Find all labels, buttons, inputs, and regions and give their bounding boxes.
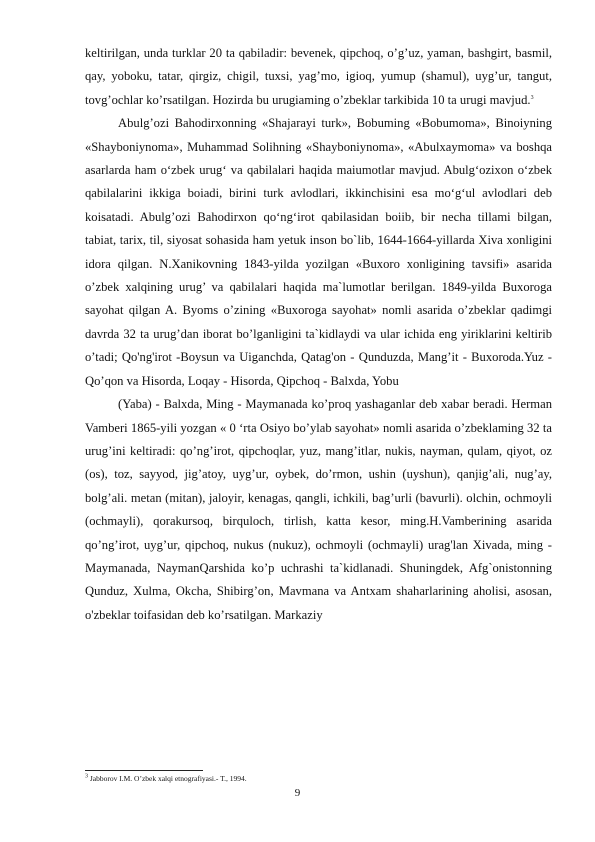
footnote-reference[interactable]: 3: [530, 94, 534, 101]
page-number: 9: [294, 787, 301, 799]
paragraph-3: (Yaba) - Balxda, Ming - Maymanada ko’proq yashaganlar deb xabar beradi. Herman Vamberi 1865-yili yozgan « 0 ‘rta Osiyo bo’ylab sayohat» nomli asarida o’zbeklaming 32 ta urug’ini keltiradi: qo’ng’irot, qipchoqlar, yuz, mang’itlar, nukis, nayman, qulam, qiyot, oz (os), toz, sayyod, jig’atoy, uyg’ur, oybek, do’rmon, ushin (uyshun), qanjig’ali, nug’ay, bolg’ali. metan (mitan), jaloyir, kenagas, qangli, ichkili, bag’urli (bavurli). olchin, ochmoyli (ochmayli), qorakursoq, birquloch, tirlish, katta kesor, ming.H.Vamberining asarida qo’ng’irot, uyg’ur, qipchoq, nukus (nukuz), ochmoyli (ochmayli) urag'lan Xivada, ming - Maymanada, NaymanQarshida ko’p uchrashi ta`kidlanadi. Shuningdek, Afg`onistonning Qunduz, Xulma, Okcha, Shibirg’on, Mavmana va Antxam shaharlarining aholisi, asosan, o'zbeklar toifasidan deb ko’rsatilgan. Markaziy: [85, 397, 552, 622]
paragraph-1-text: keltirilgan, unda turklar 20 ta qabiladir: bevenek, qipchoq, o’g’uz, yaman, bashgirt, basmil, qay, yoboku, tatar, qirgiz, chigil, tuxsi, yag’mo, igioq, yumup (shamul), uyg’ur, tangut, tovg’ochlar ko’rsatilgan. Hozirda bu urugiaming o’zbeklar tarkibida 10 ta urugi mavjud.: [85, 46, 552, 107]
footnote-marker: 3: [85, 773, 88, 780]
paragraph-2: Abulg’ozi Bahodirxonning «Shajarayi turk», Bobuming «Bobumoma», Binoiyning «Shayboniynoma», Muhammad Solihning «Shayboniynoma», «Abulxaymoma» va boshqa asarlarda ham o‘zbek urug‘ va qabilalari haqida maiumotlar mavjud. Abulg‘ozixon o‘zbek qabilalarini ikkiga boiadi, birini turk avlodlari, ikkinchisini esa mo‘g‘ul avlodlari deb koisatadi. Abulg’ozi Bahodirxon qo‘ng‘irot qabilasidan boiib, bir necha tillami bilgan, tabiat, tarix, til, siyosat sohasida ham yetuk inson bo`lib, 1644-1664-yillarda Xiva xonligini idora qilgan. N.Xanikovning 1843-yilda yozilgan «Buxoro xonligining tavsifi» asarida o’zbek xalqining urug’ va qabilalari haqida ma`lumotlar berilgan. 1849-yilda Buxoroga sayohat qilgan A. Byoms o’zining «Buxoroga sayohat» nomli asarida o’zbeklar qadimgi davrda 32 ta urug’dan iborat bo’lganligini ta`kidlaydi va ular ichida eng yiriklarini keltirib o’tadi; Qo'ng'irot -Boysun va Uiganchda, Qatag'on - Qunduzda, Mang’it - Buxoroda.Yuz - Qo’qon va Hisorda, Loqay - Hisorda, Qipchoq - Balxda, Yobu: [85, 116, 552, 388]
footnote-divider: [85, 770, 203, 771]
footnote: [85, 774, 552, 784]
body-text: [85, 42, 552, 627]
footnote-text: Jabborov I.M. O’zbek xalqi etnografiyasi.- T., 1994.: [89, 774, 247, 783]
paragraph-1: [85, 42, 552, 112]
